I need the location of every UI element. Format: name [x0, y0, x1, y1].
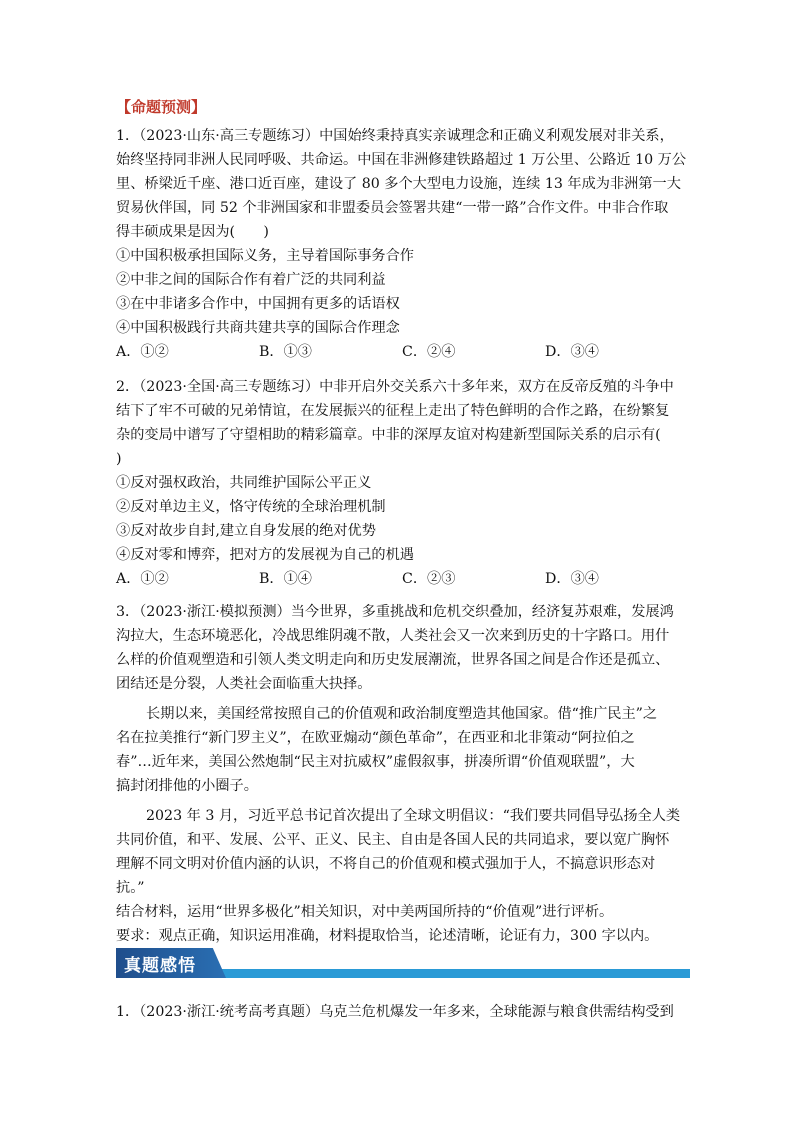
option-a: A．①② — [116, 344, 169, 360]
question-1-line: 贸易伙伴国，同 52 个非洲国家和非盟委员会签署共建“一带一路”合作文件。中非合作取 — [116, 200, 669, 216]
question-3-material-2: 名在拉美推行“新门罗主义”，在欧亚煽动“颜色革命”，在西亚和北非策动“阿拉伯之 — [116, 730, 635, 746]
question-1-item: ①中国积极承担国际义务，主导着国际事务合作 — [116, 248, 414, 264]
question-2-options — [116, 567, 688, 591]
question-3-material-2: 长期以来，美国经常按照自己的价值观和政治制度塑造其他国家。借“推广民主”之 — [146, 706, 658, 722]
option-b: B．①③ — [259, 344, 312, 360]
question-1-item: ③在中非诸多合作中，中国拥有更多的话语权 — [116, 296, 400, 312]
question-2-item: ②反对单边主义，恪守传统的全球治理机制 — [116, 499, 386, 515]
option-a: A．①② — [116, 571, 169, 587]
question-4-line: 1．（2023·浙江·统考高考真题）乌克兰危机爆发一年多来，全球能源与粮食供需结构受到 — [116, 1004, 674, 1020]
question-3 — [116, 600, 688, 948]
question-2-item: ④反对零和博弈，把对方的发展视为自己的机遇 — [116, 547, 414, 563]
question-2-item: ③反对故步自封,建立自身发展的绝对优势 — [116, 523, 376, 539]
question-2-line: ) — [116, 451, 122, 467]
question-3-line: 团结还是分裂，人类社会面临重大抉择。 — [116, 676, 372, 692]
option-b: B．①④ — [259, 571, 312, 587]
question-2-line: 结下了牢不可破的兄弟情谊，在发展振兴的征程上走出了特色鲜明的合作之路，在纷繁复 — [116, 403, 670, 419]
question-1-item: ②中非之间的国际合作有着广泛的共同利益 — [116, 272, 386, 288]
banner-label: 真题感悟 — [124, 956, 196, 976]
option-c: C．②④ — [402, 344, 456, 360]
question-1-line: 1．（2023·山东·高三专题练习）中国始终秉持真实亲诚理念和正确义利观发展对非关系， — [116, 128, 674, 144]
question-3-material-3: 抗。” — [116, 880, 145, 896]
question-4 — [116, 1000, 688, 1024]
question-3-task: 结合材料，运用“世界多极化”相关知识，对中美两国所持的“价值观”进行评析。 — [116, 904, 614, 920]
section-banner — [116, 948, 690, 984]
question-3-material-3: 共同价值，和平、发展、公平、正义、民主、自由是各国人民的共同追求，要以宽广胸怀 — [116, 832, 670, 848]
question-1-item: ④中国积极践行共商共建共享的国际合作理念 — [116, 320, 400, 336]
question-2-item: ①反对强权政治，共同维护国际公平正义 — [116, 475, 372, 491]
question-2-line: 2．（2023·全国·高三专题练习）中非开启外交关系六十多年来，双方在反帝反殖的斗争中 — [116, 379, 674, 395]
question-1-line: 始终坚持同非洲人民同呼吸、共命运。中国在非洲修建铁路超过 1 万公里、公路近 10 万公 — [116, 152, 687, 168]
section-heading: 【命题预测】 — [116, 98, 207, 116]
question-3-line: 么样的价值观塑造和引领人类文明走向和历史发展潮流，世界各国之间是合作还是孤立、 — [116, 652, 670, 668]
question-1 — [116, 124, 688, 364]
banner-rule — [212, 969, 690, 978]
question-2-line: 杂的变局中谱写了守望相助的精彩篇章。中非的深厚友谊对构建新型国际关系的启示有( — [116, 427, 661, 443]
option-d: D．③④ — [545, 344, 599, 360]
question-3-material-2: 春”…近年来，美国公然炮制“民主对抗威权”虚假叙事，拼凑所谓“价值观联盟”，大 — [116, 754, 635, 770]
question-3-line: 3．（2023·浙江·模拟预测）当今世界，多重挑战和危机交织叠加，经济复苏艰难，发展鸿 — [116, 604, 674, 620]
question-1-line: 里、桥梁近千座、港口近百座，建设了 80 多个大型电力设施，连续 13 年成为非洲第一大 — [116, 176, 681, 192]
question-3-material-2: 搞封闭排他的小圈子。 — [116, 778, 258, 794]
question-3-material-3: 2023 年 3 月，习近平总书记首次提出了全球文明倡议：“我们要共同倡导弘扬全人类 — [146, 808, 681, 824]
option-d: D．③④ — [545, 571, 599, 587]
question-3-requirement: 要求：观点正确，知识运用准确，材料提取恰当，论述清晰，论证有力，300 字以内。 — [116, 928, 659, 944]
option-c: C．②③ — [402, 571, 456, 587]
question-3-line: 沟拉大，生态环境恶化，冷战思维阴魂不散，人类社会又一次来到历史的十字路口。用什 — [116, 628, 670, 644]
question-3-material-3: 理解不同文明对价值内涵的认识，不将自己的价值观和模式强加于人，不搞意识形态对 — [116, 856, 656, 872]
question-1-options — [116, 340, 688, 364]
question-2 — [116, 375, 688, 591]
question-1-line: 得丰硕成果是因为( ) — [116, 224, 269, 240]
